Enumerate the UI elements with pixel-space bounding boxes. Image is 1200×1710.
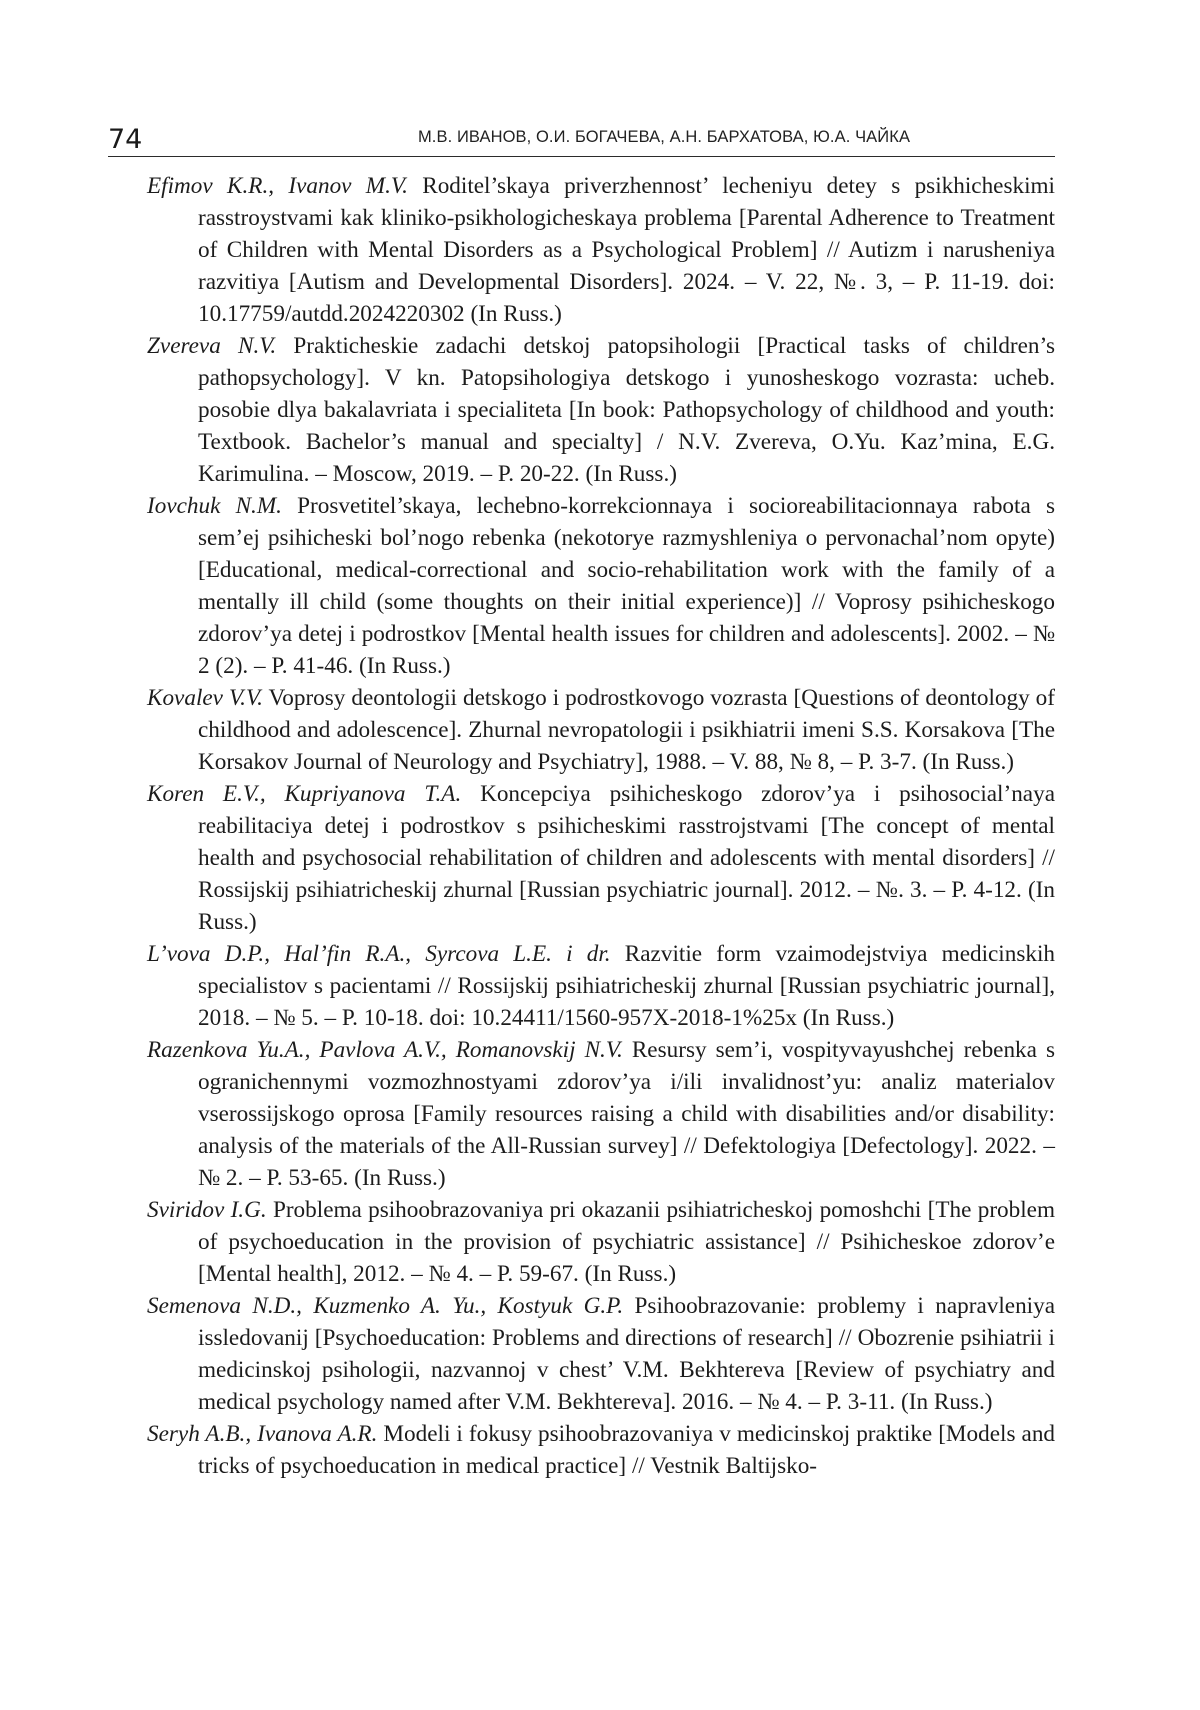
reference-text: Resursy sem’i, vospityvayushchej rebenka s ogranichennymi vozmozhnostyami zdorov’ya i/ili invalidnost’yu: analiz materialov vserossijskogo oprosa [Family resources raising a child with disabilities and/or disability: analysis of the materials of the All-Russian survey] // Defektologiya [Defectology]. 2022. – № 2. – P. 53-65. (In Russ.) [198, 1037, 1055, 1191]
reference-text: Psihoobrazovanie: problemy i napravleniya issledovanij [Psychoeducation: Problems and directions of research] // Obozrenie psihiatrii i medicinskoj psihologii, nazvannoj v chest’ V.M. Bekhtereva [Review of psychiatry and medical psychology named after V.M. Bekhtereva]. 2016. – № 4. – P. 3-11. (In Russ.) [198, 1293, 1055, 1415]
reference-text: Koncepciya psihicheskogo zdorov’ya i psihosocial’naya reabilitaciya detej i podrostkov s psihicheskimi rasstrojstvami [The concept of mental health and psychosocial rehabilitation of children and adolescents with mental disorders] // Rossijskij psihiatricheskij zhurnal [Russian psychiatric journal]. 2012. – №. 3. – P. 4-12. (In Russ.) [198, 781, 1055, 935]
reference-authors: Iovchuk N.M. [147, 493, 282, 519]
reference-authors: Seryh A.B., Ivanova A.R. [147, 1421, 378, 1447]
running-header [108, 120, 1055, 157]
reference-text: Modeli i fokusy psihoobrazovaniya v medicinskoj praktike [Models and tricks of psychoeducation in medical practice] // Vestnik Baltijsko- [198, 1421, 1056, 1479]
reference-authors: Zvereva N.V. [147, 333, 277, 359]
reference-authors: Semenova N.D., Kuzmenko A. Yu., Kostyuk G.P. [147, 1293, 624, 1319]
reference-entry [147, 778, 1055, 938]
reference-entry [147, 1418, 1055, 1482]
reference-entry [147, 682, 1055, 778]
reference-authors: L’vova D.P., Hal’fin R.A., Syrcova L.E. i dr. [147, 941, 611, 967]
reference-entry [147, 170, 1055, 330]
reference-text: Voprosy deontologii detskogo i podrostkovogo vozrasta [Questions of deontology of childhood and adolescence]. Zhurnal nevropatologii i psikhiatrii imeni S.S. Korsakova [The Korsakov Journal of Neurology and Psychiatry], 1988. – V. 88, № 8, – P. 3-7. (In Russ.) [198, 685, 1055, 775]
reference-entry [147, 938, 1055, 1034]
reference-authors: Kovalev V.V. [147, 685, 263, 711]
reference-list [147, 170, 1055, 1482]
reference-authors: Efimov K.R., Ivanov M.V. [147, 173, 408, 199]
reference-text: Problema psihoobrazovaniya pri okazanii psihiatricheskoj pomoshchi [The problem of psychoeducation in the provision of psychiatric assistance] // Psihicheskoe zdorov’e [Mental health], 2012. – № 4. – P. 59-67. (In Russ.) [198, 1197, 1055, 1287]
reference-authors: Koren E.V., Kupriyanova T.A. [147, 781, 462, 807]
reference-entry [147, 330, 1055, 490]
reference-entry [147, 490, 1055, 682]
reference-entry [147, 1194, 1055, 1290]
running-header-authors: М.В. ИВАНОВ, О.И. БОГАЧЕВА, А.Н. БАРХАТОВА, Ю.А. ЧАЙКА [417, 128, 911, 146]
reference-entry [147, 1290, 1055, 1418]
reference-text: Prosvetitel’skaya, lechebno-korrekcionnaya i socioreabilitacionnaya rabota s sem’ej psihicheski bol’nogo rebenka (nekotorye razmyshleniya o pervonachal’nom opyte) [Educational, medical-correctional and socio-rehabilitation work with the family of a mentally ill child (some thoughts on their initial experience)] // Voprosy psihicheskogo zdorov’ya detej i podrostkov [Mental health issues for children and adolescents]. 2002. – № 2 (2). – P. 41-46. (In Russ.) [198, 493, 1055, 679]
reference-text: Prakticheskie zadachi detskoj patopsihologii [Practical tasks of children’s pathopsychology]. V kn. Patopsihologiya detskogo i yunosheskogo vozrasta: ucheb. posobie dlya bakalavriata i specialiteta [In book: Pathopsychology of childhood and youth: Textbook. Bachelor’s manual and specialty] / N.V. Zvereva, O.Yu. Kaz’mina, E.G. Karimulina. – Moscow, 2019. – P. 20-22. (In Russ.) [198, 333, 1055, 487]
reference-entry [147, 1034, 1055, 1194]
reference-text: Roditel’skaya priverzhennost’ lecheniyu detey s psikhicheskimi rasstroystvami kak kliniko-psikhologicheskaya problema [Parental Adherence to Treatment of Children with Mental Disorders as a Psychological Problem] // Autizm i narusheniya razvitiya [Autism and Developmental Disorders]. 2024. – V. 22, №. 3, – P. 11-19. doi: 10.17759/autdd.2024220302 (In Russ.) [198, 173, 1055, 327]
reference-authors: Razenkova Yu.A., Pavlova A.V., Romanovskij N.V. [147, 1037, 623, 1063]
reference-authors: Sviridov I.G. [147, 1197, 267, 1223]
page-number: 74 [108, 124, 143, 155]
reference-text: Razvitie form vzaimodejstviya medicinskih specialistov s pacientami // Rossijskij psihiatricheskij zhurnal [Russian psychiatric journal], 2018. – № 5. – P. 10-18. doi: 10.24411/1560-957X-2018-1%25x (In Russ.) [198, 941, 1055, 1031]
